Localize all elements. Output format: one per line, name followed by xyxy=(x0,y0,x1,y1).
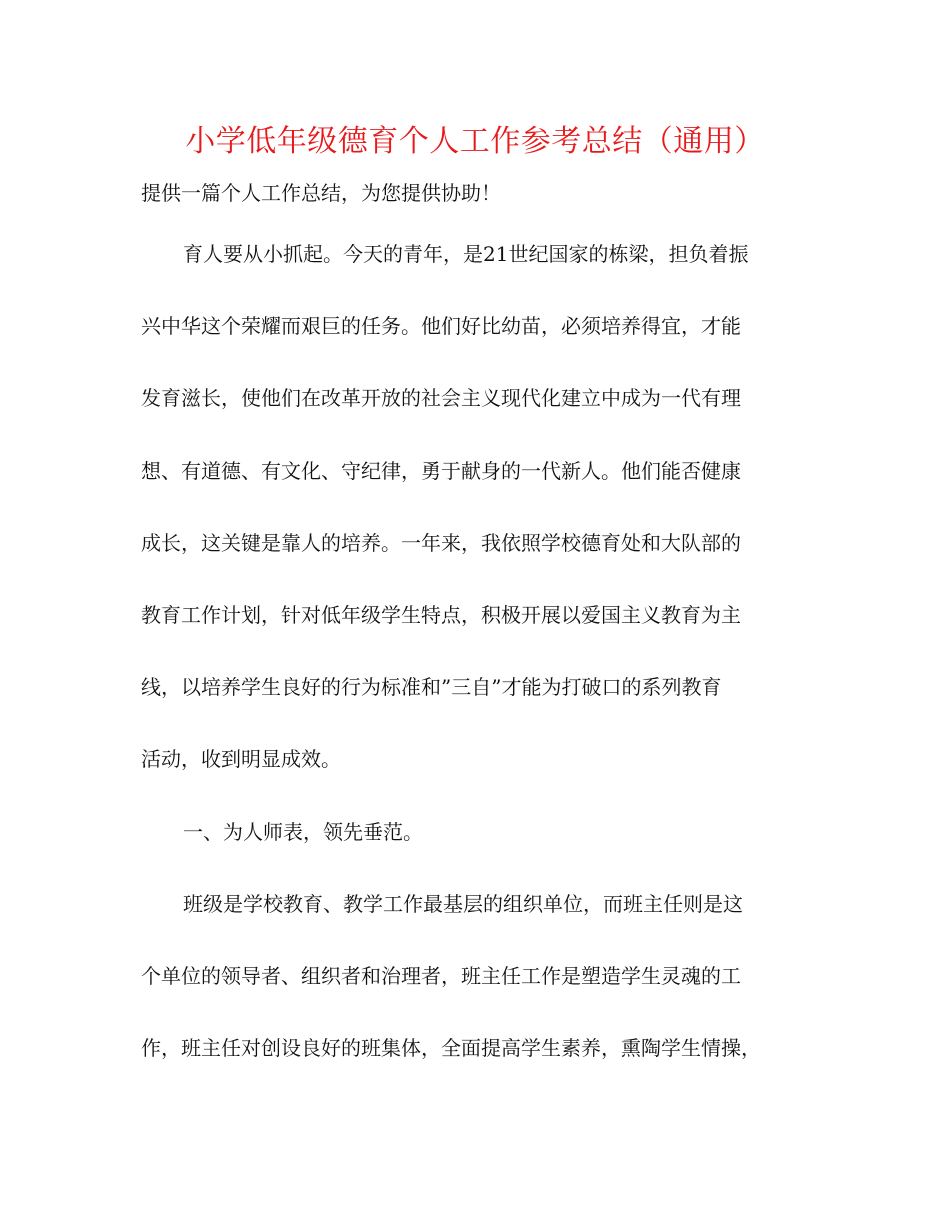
document-lead: 提供一篇个人工作总结，为您提供协助！ xyxy=(141,181,501,205)
body-line: 发育滋长，使他们在改革开放的社会主义现代化建立中成为一代有理 xyxy=(141,386,741,411)
body-line: 活动，收到明显成效。 xyxy=(141,747,341,772)
body-line: 成长，这关键是靠人的培养。一年来，我依照学校德育处和大队部的 xyxy=(141,530,741,555)
document-title: 小学低年级德育个人工作参考总结（通用） xyxy=(185,124,765,159)
body-line: 作，班主任对创设良好的班集体，全面提高学生素养，熏陶学生情操， xyxy=(141,1036,761,1061)
body-line: 想、有道德、有文化、守纪律，勇于献身的一代新人。他们能否健康 xyxy=(141,458,741,483)
section-heading: 一、为人师表，领先垂范。 xyxy=(183,819,423,844)
document-body xyxy=(141,236,811,1102)
body-line: 线，以培养学生良好的行为标准和”三自”才能为打破口的系列教育 xyxy=(141,675,722,700)
body-line: 兴中华这个荣耀而艰巨的任务。他们好比幼苗，必须培养得宜，才能 xyxy=(141,314,741,339)
body-line: 育人要从小抓起。今天的青年，是21世纪国家的栋梁，担负着振 xyxy=(183,242,749,266)
body-line: 班级是学校教育、教学工作最基层的组织单位，而班主任则是这 xyxy=(183,891,743,916)
body-line: 个单位的领导者、组织者和治理者，班主任工作是塑造学生灵魂的工 xyxy=(141,963,741,988)
body-line: 教育工作计划，针对低年级学生特点，积极开展以爱国主义教育为主 xyxy=(141,602,741,627)
